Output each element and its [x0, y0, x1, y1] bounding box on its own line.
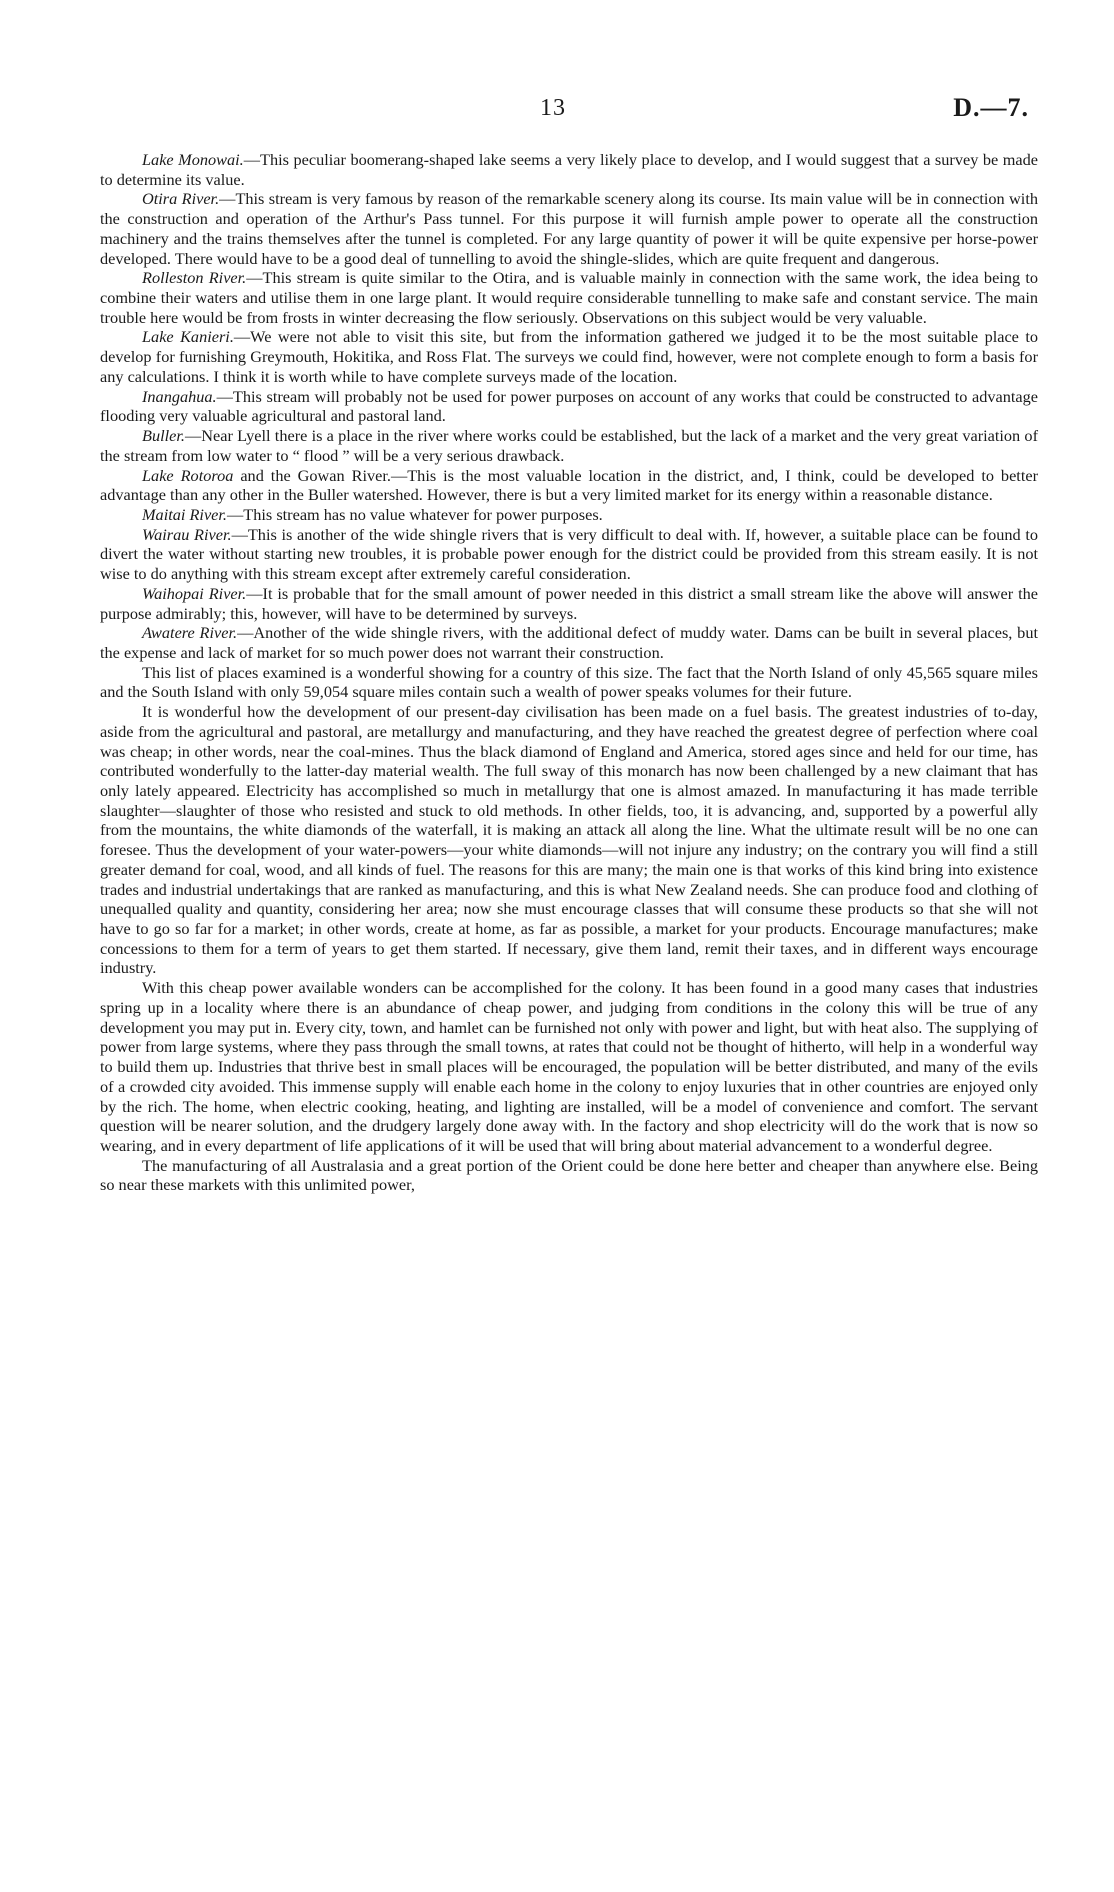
- paragraph-text: —This stream has no value whatever for power purposes.: [227, 504, 603, 524]
- paragraph-text: The manufacturing of all Australasia and a great portion of the Orient could be done here better and cheaper than anywhere else. Being so near these markets with this unlimited power,: [100, 1155, 1038, 1195]
- paragraph-text: and the Gowan River.—This is the most valuable location in the district, and, I think, could be developed to better advantage than any other in the Buller watershed. However, there is but a very limited market for its energy within a reasonable distance.: [100, 465, 1038, 505]
- paragraph-text: —This is another of the wide shingle rivers that is very difficult to deal with. If, however, a suitable place can be found to divert the water without starting new troubles, it is probable power enough for the district could be provided from this stream easily. It is not wise to do anything with this stream except after extremely careful consideration.: [100, 524, 1038, 584]
- paragraph-lead: Lake Kanieri.: [142, 327, 234, 347]
- paragraph-lead: Waihopai River.: [142, 583, 247, 603]
- paragraph-text: —It is probable that for the small amount of power needed in this district a small stream like the above will answer the purpose admirably; this, however, will have to be determined by surveys.: [100, 583, 1038, 623]
- paragraph-lead: Lake Monowai.: [142, 150, 244, 169]
- paragraph-inangahua: [100, 387, 1038, 426]
- paragraph-lead: Lake Rotoroa: [142, 465, 234, 485]
- paragraph-text: —This stream is very famous by reason of the remarkable scenery along its course. Its main value will be in connection with the construction and operation of the Arthur's Pass tunnel. For this purpose it will furnish ample power to operate all the construction machinery and the trains themselves after the tunnel is completed. For any large quantity of power it will be quite expensive per horse-power developed. There would have to be a good deal of tunnelling to avoid the shingle-slides, which are quite frequent and dangerous.: [100, 189, 1038, 268]
- paragraph-text: —This peculiar boomerang-shaped lake seems a very likely place to develop, and I would suggest that a survey be made to determine its value.: [100, 150, 1038, 189]
- body-text: [100, 150, 1038, 1195]
- paragraph-text: —Near Lyell there is a place in the river where works could be established, but the lack of a market and the very great variation of the stream from low water to “ flood ” will be a very serious drawback.: [100, 426, 1038, 465]
- paragraph-australasia: [100, 1156, 1038, 1195]
- paragraph-text: —This stream is quite similar to the Otira, and is valuable mainly in connection with the same work, the idea being to combine their waters and utilise them in one large plant. It would require considerable tunnelling to make safe and constant service. The main trouble here would be from frosts in winter decreasing the flow seriously. Observations on this subject would be very valuable.: [100, 268, 1038, 327]
- paragraph-maitai-river: [100, 505, 1038, 525]
- paragraph-rolleston-river: [100, 268, 1038, 327]
- page-number: 13: [540, 95, 566, 121]
- paragraph-lead: Inangahua.: [142, 386, 217, 406]
- paragraph-text: —This stream will probably not be used for power purposes on account of any works that could be constructed to advantage flooding very valuable agricultural and pastoral land.: [100, 386, 1038, 426]
- paragraph-cheap-power: [100, 978, 1038, 1155]
- paragraph-fuel-basis: [100, 702, 1038, 978]
- paragraph-wairau-river: [100, 525, 1038, 584]
- paragraph-waihopai-river: [100, 584, 1038, 623]
- paragraph-awatere-river: [100, 623, 1038, 662]
- paragraph-lead: Maitai River.: [142, 504, 228, 524]
- paragraph-text: It is wonderful how the development of our present-day civilisation has been made on a fuel basis. The greatest industries of to-day, aside from the agricultural and pastoral, are metallurgy and manufacturing, and they have reached the greatest degree of perfection where coal was cheap; in other words, near the coal-mines. Thus the black diamond of England and America, stored ages since and held for our time, has contributed wonderfully to the latter-day material wealth. The full sway of this monarch has now been challenged by a new claimant that has only lately appeared. Electricity has accomplished so much in metallurgy that one is almost amazed. In manufacturing it has made terrible slaughter—slaughter of those who resisted and stuck to old methods. In other fields, too, it is advancing, and, supported by a powerful ally from the mountains, the white diamonds of the waterfall, it is making an attack all along the line. What the ultimate result will be no one can foresee. Thus the development of your water-powers—your white diamonds—will not injure any industry; on the contrary you will find a still greater demand for coal, wood, and all kinds of fuel. The reasons for this are many; the main one is that works of this kind bring into existence trades and industrial undertakings that are ranked as manufacturing, and this is what New Zealand needs. She can produce food and clothing of unequalled quality and quantity, considering her area; now she must encourage classes that will consume these products so that she will not have to go so far for a market; in other words, create at home, as far as possible, a market for your products. Encourage manufactures; make concessions to them for a term of years to get them started. If necessary, give them land, remit their taxes, and in different ways encourage industry.: [100, 702, 1038, 978]
- paragraph-lead: Rolleston River.: [142, 268, 247, 288]
- document-reference: D.—7.: [953, 93, 1029, 122]
- paragraph-lead: Otira River.: [142, 189, 220, 209]
- paragraph-text: With this cheap power available wonders can be accomplished for the colony. It has been found in a good many cases that industries spring up in a locality where there is an abundance of cheap power, and judging from conditions in the colony this will be true of any development you may put in. Every city, town, and hamlet can be furnished not only with power and light, but with heat also. The supplying of power from large systems, where they pass through the small towns, at rates that could not be thought of hitherto, will help in a wonderful way to build them up. Industries that thrive best in small places will be encouraged, the population will be better distributed, and many of the evils of a crowded city avoided. This immense supply will enable each home in the colony to enjoy luxuries that in other countries are enjoyed only by the rich. The home, when electric cooking, heating, and lighting are installed, will be a model of convenience and comfort. The servant question will be nearer solution, and the drudgery largely done away with. In the factory and shop electricity will do the work that is now so wearing, and in every department of life applications of it will be used that will bring about material advancement to a wonderful degree.: [100, 978, 1038, 1155]
- paragraph-lead: Awatere River.: [142, 623, 238, 643]
- paragraph-text: —We were not able to visit this site, but from the information gathered we judged it to be the most suitable place to develop for furnishing Greymouth, Hokitika, and Ross Flat. The surveys we could find, however, were not complete enough to form a basis for any calculations. I think it is worth while to have complete surveys made of the location.: [100, 327, 1038, 386]
- paragraph-lead: Wairau River.: [142, 524, 232, 544]
- paragraph-list-summary: [100, 663, 1038, 702]
- paragraph-lake-rotoroa: [100, 466, 1038, 505]
- paragraph-text: This list of places examined is a wonderful showing for a country of this size. The fact that the North Island of only 45,565 square miles and the South Island with only 59,054 square miles contain such a wealth of power speaks volumes for their future.: [100, 662, 1038, 702]
- paragraph-text: —Another of the wide shingle rivers, with the additional defect of muddy water. Dams can be built in several places, but the expense and lack of market for so much power does not warrant their construction.: [100, 623, 1038, 662]
- paragraph-lake-monowai: [100, 150, 1038, 189]
- paragraph-buller: [100, 426, 1038, 465]
- paragraph-lake-kanieri: [100, 327, 1038, 386]
- paragraph-lead: Buller.: [142, 426, 185, 446]
- paragraph-otira-river: [100, 189, 1038, 268]
